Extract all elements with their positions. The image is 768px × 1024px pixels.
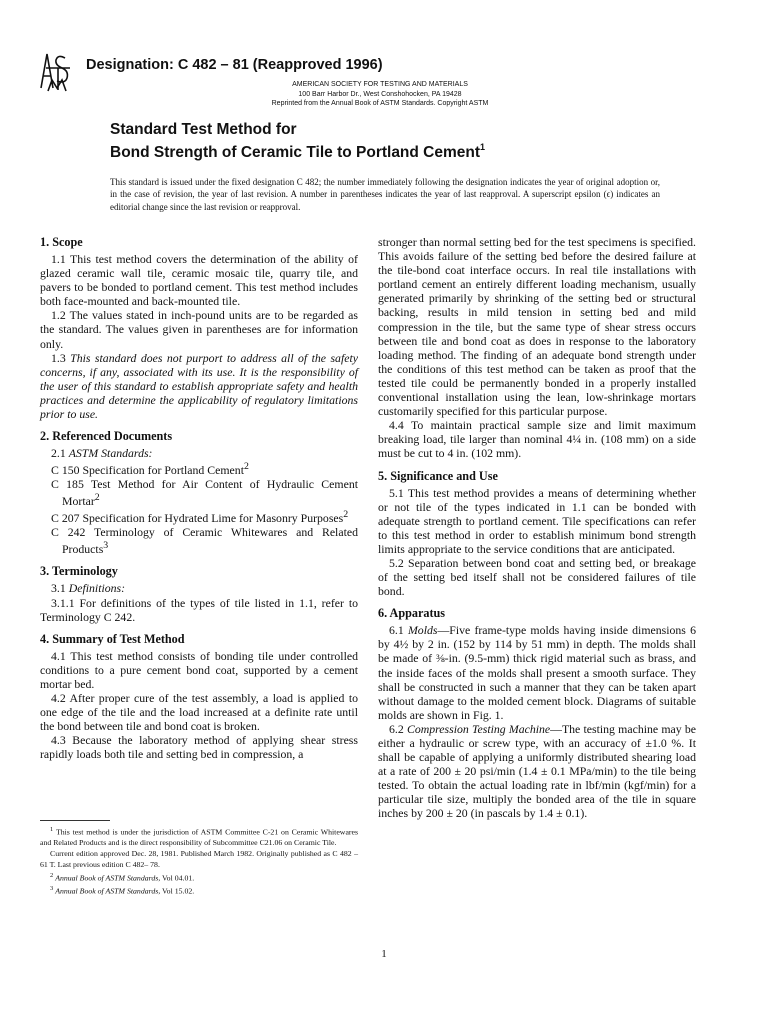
reference-c185 — [51, 477, 358, 508]
reference-c242 — [51, 525, 358, 556]
astm-logo — [38, 50, 76, 92]
section-heading-summary: 4. Summary of Test Method — [40, 631, 185, 646]
paragraph-4-1: 4.1 This test method consists of bonding tile under controlled conditions to a pure cement bond coat, supported by a cement mortar bed. — [40, 648, 358, 691]
publisher-name: AMERICAN SOCIETY FOR TESTING AND MATERIALS — [292, 81, 468, 88]
footnote-2-volume: , Vol 04.01. — [158, 873, 195, 883]
paragraph-4-3: 4.3 Because the laboratory method of applying shear stress rapidly loads both tile and setting bed in compression, a — [40, 733, 358, 762]
astm-standards-label: ASTM Standards: — [68, 446, 153, 461]
designation: Designation: C 482 – 81 (Reapproved 1996) — [86, 57, 383, 73]
reference-c207 — [51, 508, 358, 525]
footnote-3-mark: 3 — [50, 885, 54, 893]
section-heading-referenced-documents: 2. Referenced Documents — [40, 429, 173, 444]
paragraph-5-2: 5.2 Separation between bond coat and setting bed, or breakage of the setting bed itself shall not be considered failures of tile bond. — [378, 555, 696, 599]
paragraph-1-1: 1.1 This test method covers the determination of the ability of glazed ceramic wall tile, ceramic mosaic tile, quarry tile, and pavers to be bonded to portland cement. This test method includes both face-mounted and back-mounted tile. — [40, 252, 358, 309]
paragraph-3-1 — [40, 581, 358, 595]
paragraph-1-3-text: This standard does not purport to address all of the safety concerns, if any, associated with its use. It is the responsibility of the user of this standard to establish appropriate safety and health practices and determine the applicability of regulatory limitations prior to use. — [40, 350, 358, 422]
footnote-1-text: This test method is under the jurisdiction of ASTM Committee C-21 on Ceramic Whitewares and Related Products and is the direct responsibility of Subcommittee C21.06 on Ceramic Tile. — [40, 827, 358, 848]
section-heading-apparatus: 6. Apparatus — [378, 606, 446, 621]
footnotes — [40, 820, 358, 898]
footnote-3-label: Annual Book of ASTM Standards — [55, 886, 159, 896]
left-column — [40, 235, 358, 762]
paragraph-1-3-number: 1.3 — [51, 350, 71, 365]
compression-machine-label: Compression Testing Machine — [406, 721, 551, 736]
paragraph-1-2: 1.2 The values stated in inch-pound units are to be regarded as the standard. The values given in parentheses are for information only. — [40, 308, 358, 351]
paragraph-6-2 — [378, 722, 696, 821]
definitions-label: Definitions: — [68, 581, 126, 596]
paragraph-4-3-continued: stronger than normal setting bed for the test specimens is specified. This avoids failure of the setting bed before the desired failure at the tile-bond coat interface occurs. In real tile installations with portland cement an entirely different loading mechanism, usually generated primarily by shrinking of the setting bed or structural backing, results in mild tension in setting bed and mild compression in the tile, but the same type of shear stress occurs between tile and bond coat as does in response to the laboratory loading method. The finding of an adequate bond strength under the conditions of this test method can be taken as proof that the tested tile could be permanently bonded in a properly installed conventional installation using the lean, low-shrinkage mortars customarily specified for this particular purpose. — [378, 235, 696, 419]
title-line-1: Standard Test Method for — [110, 121, 297, 138]
reference-c185-footnote: 2 — [94, 492, 100, 504]
right-column — [378, 235, 696, 821]
footnote-3-volume: , Vol 15.02. — [158, 886, 195, 896]
title-line-2: Bond Strength of Ceramic Tile to Portland Cement — [110, 144, 481, 162]
paragraph-3-1-1: 3.1.1 For definitions of the types of tile listed in 1.1, refer to Terminology C 242. — [40, 595, 358, 624]
reprint-note: Reprinted from the Annual Book of ASTM Standards. Copyright ASTM — [271, 100, 489, 108]
footnote-1 — [40, 825, 358, 849]
paragraph-1-3 — [40, 351, 358, 421]
section-heading-terminology: 3. Terminology — [40, 564, 118, 579]
reference-c242-footnote: 3 — [103, 540, 109, 552]
paragraph-6-1-text: —Five frame-type molds having inside dimensions 6 by 4½ by 2 in. (152 by 114 by 51 mm) in depth. The molds shall be made of ⅜-in. (9.5-mm) thick rigid material such as brass, and the inside faces of the molds shall present a smooth surface. They shall be constructed in such a manner that they can be taken apart without damage to the molded cement block. Diagrams of suitable molds are shown in Fig. 1. — [378, 623, 696, 722]
paragraph-2-1 — [40, 446, 358, 460]
footnote-rule — [40, 820, 110, 821]
standard-notice: This standard is issued under the fixed designation C 482; the number immediately following the designation indicates the year of original adoption or, in the case of revision, the year of last revision. A number in parentheses indicates the year of last reapproval. A superscript epsilon (ϵ) indicates an editorial change since the last revision or reapproval. — [110, 177, 660, 212]
reference-c242-text: C 242 Terminology of Ceramic Whitewares and Related Products — [51, 525, 358, 557]
reference-c150 — [51, 460, 358, 477]
paragraph-4-2: 4.2 After proper cure of the test assembly, a load is applied to one edge of the tile and the load increased at a definite rate until the bond between tile and bond coat is broken. — [40, 691, 358, 734]
footnote-2 — [40, 871, 358, 884]
paragraph-3-1-number: 3.1 — [51, 581, 69, 596]
molds-label: Molds — [407, 623, 438, 638]
section-heading-significance: 5. Significance and Use — [378, 468, 498, 483]
publisher-address: 100 Barr Harbor Dr., West Conshohocken, PA 19428 — [298, 90, 462, 98]
footnote-1-mark: 1 — [50, 826, 54, 833]
footnote-1-edition: Current edition approved Dec. 28, 1981. Published March 1982. Originally published as C 482 – 61 T. Last previous edition C 482– 78. — [40, 849, 358, 869]
title-footnote-mark: 1 — [480, 142, 486, 152]
page-number: 1 — [381, 948, 387, 960]
section-heading-scope: 1. Scope — [40, 235, 83, 249]
footnote-3 — [40, 884, 358, 897]
reference-c150-footnote: 2 — [243, 461, 249, 473]
footnote-2-label: Annual Book of ASTM Standards — [55, 873, 159, 883]
paragraph-6-1 — [378, 623, 696, 722]
paragraph-6-2-text: —The testing machine may be either a hydraulic or screw type, with an accuracy of ±1.0 %. It shall be capable of applying a uniformly distributed shearing load at a rate of 200 ± 20 psi/min (1.4 ± 0.1 MPa/min) to the tile being tested. To obtain the actual loading rate in lbf/min (kgf/min) for a particular tile size, multiply the bonded area of the tile in square inches by 200 ± 20 (in pascals by 1.4 ± 0.1). — [378, 721, 696, 821]
paragraph-6-1-number: 6.1 — [389, 623, 408, 638]
document-title — [110, 120, 485, 162]
paragraph-5-1: 5.1 This test method provides a means of determining whether or not tile of the types indicated in 1.1 can be bonded with adequate strength to portland cement. Tile specifications can refer to this test method in order to establish minimum bond strength limits appropriate to the service conditions that are anticipated. — [378, 485, 696, 556]
paragraph-6-2-number: 6.2 — [389, 721, 407, 736]
reference-c185-text: C 185 Test Method for Air Content of Hydraulic Cement Mortar — [51, 477, 358, 509]
footnote-2-mark: 2 — [50, 871, 54, 879]
reference-c150-text: C 150 Specification for Portland Cement — [51, 463, 244, 478]
reference-c207-footnote: 2 — [343, 509, 349, 521]
publisher-block — [210, 80, 550, 109]
reference-c207-text: C 207 Specification for Hydrated Lime for Masonry Purposes — [51, 511, 344, 526]
paragraph-2-1-number: 2.1 — [51, 446, 69, 461]
paragraph-4-4: 4.4 To maintain practical sample size and limit maximum breaking load, tile larger than nominal 4¼ in. (108 mm) on a side must be cut to 4 in. (102 mm). — [378, 418, 696, 461]
